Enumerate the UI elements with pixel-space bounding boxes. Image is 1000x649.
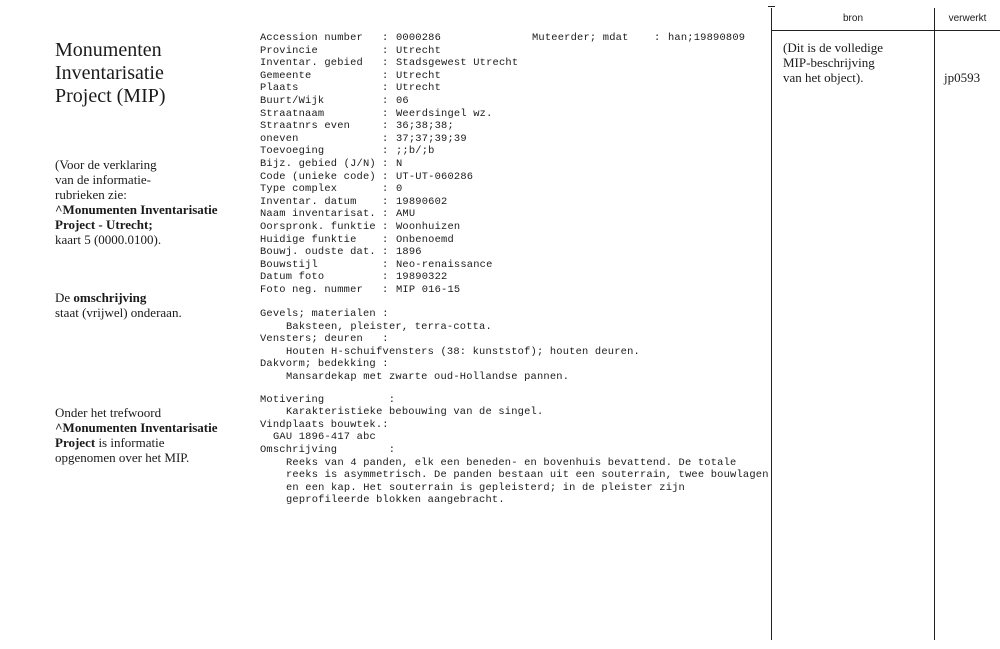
field-value: ;;b/;b xyxy=(396,145,435,158)
field-label: Accession number xyxy=(260,32,363,44)
bron-line: van het object). xyxy=(783,70,864,85)
field-row xyxy=(260,171,745,184)
field-value: Stadsgewest Utrecht xyxy=(396,57,519,70)
field-colon: : xyxy=(382,195,389,208)
field-row xyxy=(260,95,745,108)
field-colon: : xyxy=(382,233,389,246)
gevels-value: Baksteen, pleister, terra-cotta. xyxy=(286,320,492,333)
field-value: Utrecht xyxy=(396,44,442,57)
note-bold: omschrijving xyxy=(73,290,147,305)
title-line: Project (MIP) xyxy=(55,85,166,107)
field-colon: : xyxy=(382,82,389,95)
field-colon: : xyxy=(382,120,389,133)
table-header-rule xyxy=(771,30,1000,31)
field-label: Plaats xyxy=(260,82,299,95)
header-verwerkt: verwerkt xyxy=(948,13,987,24)
record-fields xyxy=(260,32,745,296)
omschrijving-line: en een kap. Het souterrain is gepleisterd; in de pleister zijn xyxy=(286,481,685,494)
legend-note xyxy=(55,157,217,247)
vensters-value: Houten H-schuifvensters (38: kunststof); houten deuren. xyxy=(286,345,640,358)
note-line-bold xyxy=(55,217,217,232)
field-colon: : xyxy=(382,220,389,233)
mutation-label: Muteerder; mdat xyxy=(532,32,629,44)
field-row xyxy=(260,259,745,272)
field-colon: : xyxy=(382,145,389,158)
field-value: Utrecht xyxy=(396,69,442,82)
note-line: kaart 5 (0000.0100). xyxy=(55,232,162,247)
field-colon: : xyxy=(382,69,389,82)
note-line: staat (vrijwel) onderaan. xyxy=(55,305,182,320)
omschrijving-label: Omschrijving : xyxy=(260,443,396,456)
vindplaats-label: Vindplaats bouwtek.: xyxy=(260,418,389,431)
bron-line: (Dit is de volledige xyxy=(783,40,884,55)
field-colon: : xyxy=(382,157,389,170)
field-value: 1896 xyxy=(396,246,422,259)
field-colon: : xyxy=(382,258,389,271)
field-label: Provincie xyxy=(260,44,318,57)
note-line-bold xyxy=(55,420,217,435)
field-label: Type complex xyxy=(260,183,338,196)
field-label: Straatnrs even xyxy=(260,120,351,133)
note-bold: ^Monumenten Inventarisatie xyxy=(55,202,218,217)
field-value: 19890602 xyxy=(396,195,448,208)
header-bron: bron xyxy=(842,13,863,24)
vensters-label: Vensters; deuren : xyxy=(260,333,389,346)
note-line: van de informatie- xyxy=(55,172,152,187)
field-colon: : xyxy=(382,271,389,284)
field-colon: : xyxy=(382,246,389,259)
table-divider-left xyxy=(771,8,772,640)
field-colon: : xyxy=(382,57,389,70)
bron-cell xyxy=(783,40,928,85)
field-label: Datum foto xyxy=(260,271,325,284)
field-label: Bouwj. oudste dat. xyxy=(260,246,376,259)
field-row xyxy=(260,133,745,146)
description-note xyxy=(55,290,182,320)
keyword-note xyxy=(55,405,217,465)
field-row xyxy=(260,196,745,209)
motivering-label: Motivering : xyxy=(260,393,396,406)
field-row xyxy=(260,70,745,83)
field-colon: : xyxy=(382,44,389,57)
field-row xyxy=(260,284,745,297)
field-row xyxy=(260,145,745,158)
omschrijving-line: reeks is asymmetrisch. De panden bestaan uit een souterrain, twee bouwlagen xyxy=(286,469,769,482)
field-colon: : xyxy=(382,208,389,221)
field-row xyxy=(260,120,745,133)
field-value: 0 xyxy=(396,183,403,196)
field-label: Buurt/Wijk xyxy=(260,94,325,107)
note-bold: Project xyxy=(55,435,96,450)
omschrijving-line: Reeks van 4 panden, elk een beneden- en bovenhuis bevattend. De totale xyxy=(286,456,737,469)
field-label: Gemeente xyxy=(260,69,312,82)
field-value: 0000286 xyxy=(396,32,442,44)
field-label: Foto neg. nummer xyxy=(260,283,363,296)
field-value: AMU xyxy=(396,208,416,221)
field-row xyxy=(260,221,745,234)
field-value: N xyxy=(396,157,403,170)
field-row xyxy=(260,108,745,121)
field-label: Inventar. gebied xyxy=(260,57,363,70)
note-line xyxy=(55,435,217,450)
field-label: Straatnaam xyxy=(260,107,325,120)
field-label: Bouwstijl xyxy=(260,258,318,271)
motivering-value: Karakteristieke bebouwing van de singel. xyxy=(286,406,544,419)
note-line: rubrieken zie: xyxy=(55,187,127,202)
field-colon: : xyxy=(382,94,389,107)
field-row xyxy=(260,32,745,45)
field-label: Bijz. gebied (J/N) xyxy=(260,157,376,170)
field-value: UT-UT-060286 xyxy=(396,170,474,183)
verwerkt-cell: jp0593 xyxy=(944,70,981,85)
field-value: MIP 016-15 xyxy=(396,283,461,296)
field-colon: : xyxy=(382,32,389,44)
field-colon: : xyxy=(654,32,661,44)
table-divider-right xyxy=(934,8,935,640)
note-text: De xyxy=(55,290,74,305)
field-label: Inventar. datum xyxy=(260,195,357,208)
vindplaats-value: GAU 1896-417 abc xyxy=(273,431,376,444)
note-line: opgenomen over het MIP. xyxy=(55,450,190,465)
field-colon: : xyxy=(382,170,389,183)
field-row xyxy=(260,246,745,259)
field-row xyxy=(260,158,745,171)
record-description xyxy=(260,308,769,507)
field-row xyxy=(260,82,745,95)
dakvorm-value: Mansardekap met zwarte oud-Hollandse pannen. xyxy=(286,370,570,383)
field-value: Weerdsingel wz. xyxy=(396,107,493,120)
field-value: Utrecht xyxy=(396,82,442,95)
field-value: 19890322 xyxy=(396,271,448,284)
mutation-value: han;19890809 xyxy=(668,32,746,44)
field-value: 37;37;39;39 xyxy=(396,132,467,145)
spacer xyxy=(260,384,769,394)
field-value: 36;38;38; xyxy=(396,120,454,133)
field-label: Code (unieke code) xyxy=(260,170,376,183)
field-row xyxy=(260,57,745,70)
field-row xyxy=(260,271,745,284)
field-row xyxy=(260,234,745,247)
note-line xyxy=(55,290,182,305)
note-line: Onder het trefwoord xyxy=(55,405,162,420)
field-row xyxy=(260,208,745,221)
omschrijving-line: geprofileerde blokken aangebracht. xyxy=(286,494,505,507)
gevels-label: Gevels; materialen : xyxy=(260,308,389,320)
field-value: Woonhuizen xyxy=(396,220,461,233)
mutation-info xyxy=(532,32,745,45)
table-rule-tick xyxy=(768,6,775,7)
field-label: Oorspronk. funktie xyxy=(260,220,376,233)
field-label: Huidige funktie xyxy=(260,233,357,246)
field-value: 06 xyxy=(396,94,409,107)
page-title xyxy=(55,39,166,108)
note-line: (Voor de verklaring xyxy=(55,157,157,172)
note-line-bold xyxy=(55,202,217,217)
field-value: Onbenoemd xyxy=(396,233,454,246)
dakvorm-label: Dakvorm; bedekking : xyxy=(260,358,389,371)
field-colon: : xyxy=(382,107,389,120)
field-value: Neo-renaissance xyxy=(396,258,493,271)
title-line: Monumenten xyxy=(55,39,162,61)
field-label: Toevoeging xyxy=(260,145,325,158)
title-line: Inventarisatie xyxy=(55,62,164,84)
field-row xyxy=(260,45,745,58)
bron-line: MIP-beschrijving xyxy=(783,55,875,70)
field-row xyxy=(260,183,745,196)
note-bold: ^Monumenten Inventarisatie xyxy=(55,420,218,435)
note-text: is informatie xyxy=(95,435,165,450)
field-colon: : xyxy=(382,132,389,145)
field-colon: : xyxy=(382,183,389,196)
field-label: oneven xyxy=(260,132,299,145)
field-colon: : xyxy=(382,283,389,296)
note-bold: Project - Utrecht; xyxy=(55,217,153,232)
field-label: Naam inventarisat. xyxy=(260,208,376,221)
